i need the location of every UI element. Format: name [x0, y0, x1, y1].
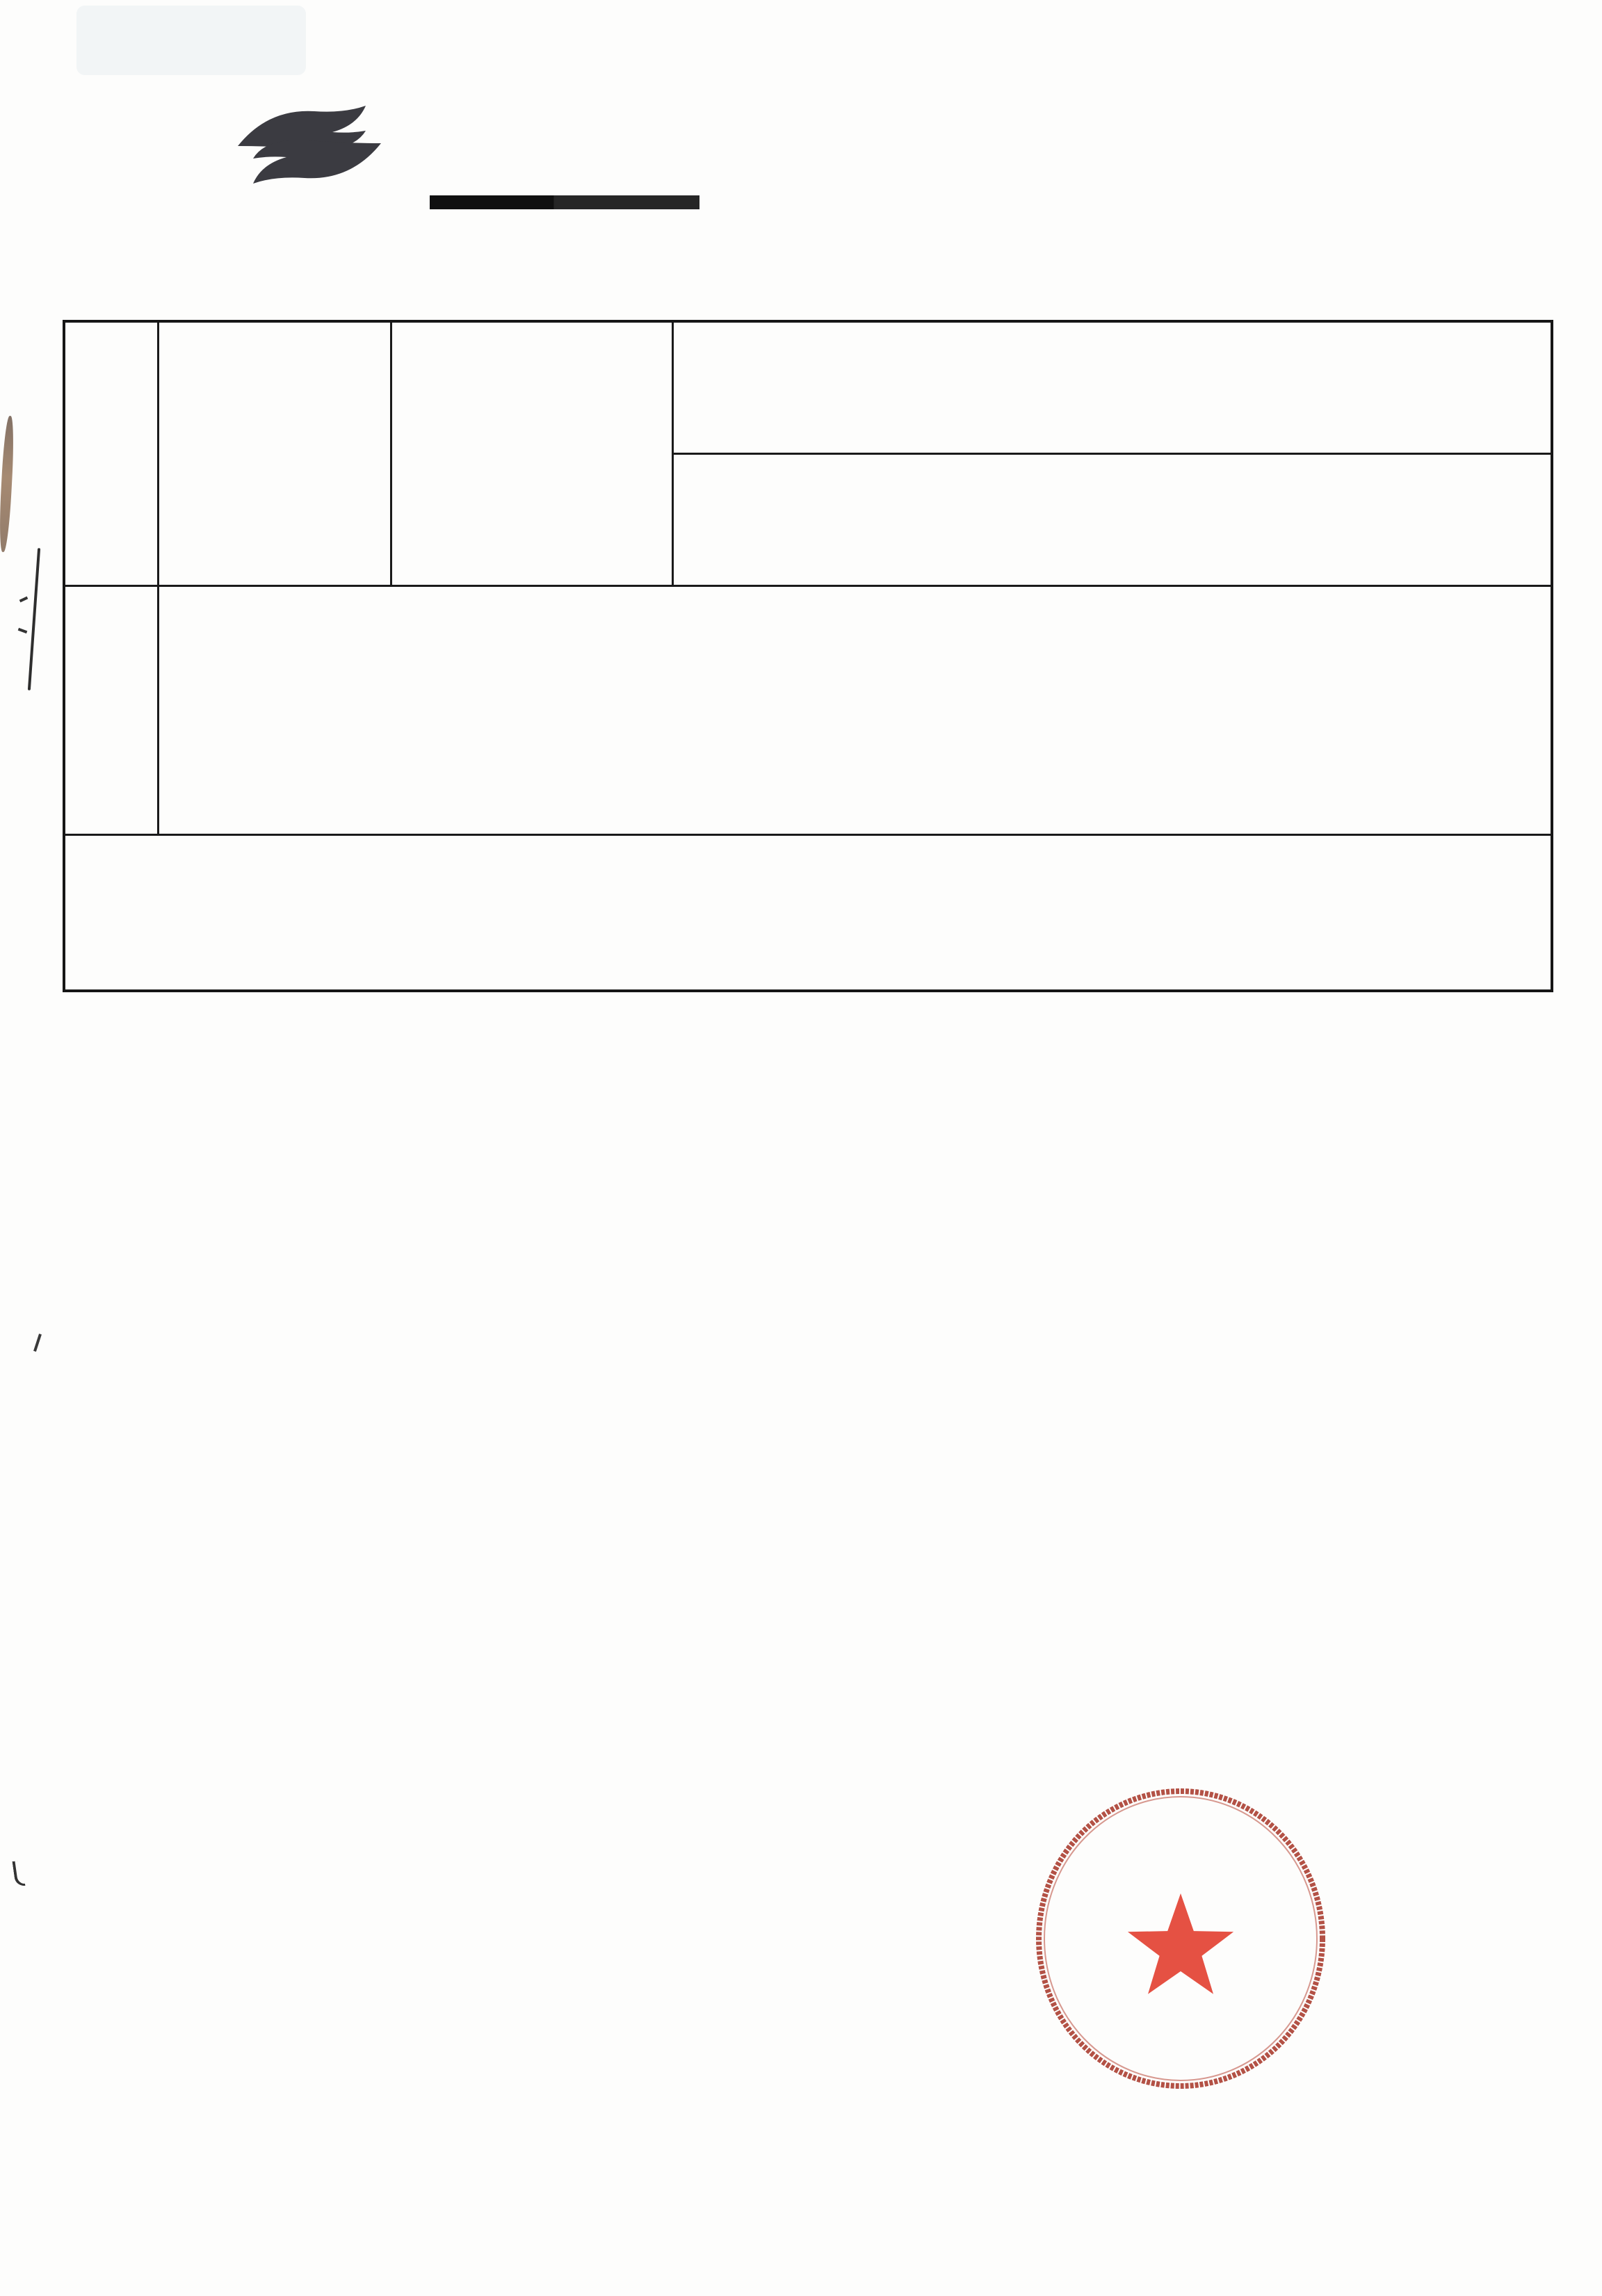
stamp-star-icon [1128, 1893, 1233, 1994]
col-header-standard [391, 321, 672, 585]
scan-line [28, 548, 40, 690]
col-header-no [64, 321, 158, 585]
header-row [64, 321, 1552, 453]
scan-streak [0, 416, 15, 553]
brand-bar [430, 195, 699, 209]
col-header-results [672, 321, 1552, 453]
scan-mark [18, 628, 28, 633]
scan-smudge [76, 6, 306, 75]
network-points-label [64, 585, 158, 834]
network-row [64, 585, 1552, 834]
water-quality-table [63, 320, 1553, 992]
signature-row [64, 834, 1552, 991]
col-header-item [158, 321, 391, 585]
scan-mark [33, 1334, 42, 1352]
water-group-logo-icon [229, 103, 389, 186]
network-points-cell [158, 585, 1552, 834]
scan-mark [19, 597, 29, 603]
company-seal-stamp-icon [1021, 1772, 1341, 2105]
scan-mark [12, 1860, 25, 1887]
table-foot [64, 585, 1552, 991]
